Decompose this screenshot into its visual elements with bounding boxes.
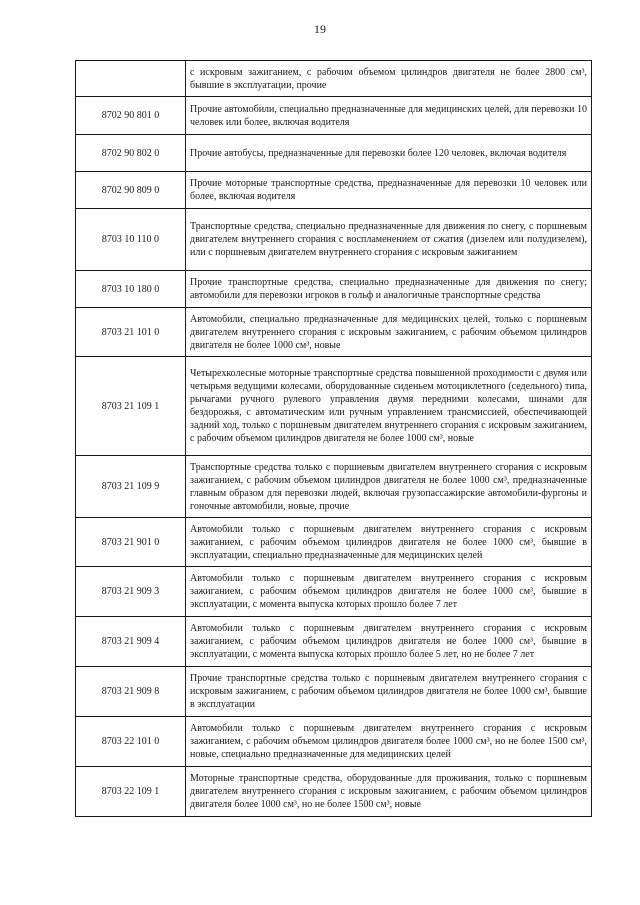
code-cell: 8703 10 110 0 <box>76 209 186 271</box>
table-row <box>76 172 592 209</box>
code-cell: 8703 21 909 4 <box>76 617 186 667</box>
description-cell: Моторные транспортные средства, оборудованные для проживания, только с поршневым двигателем внутреннего сгорания с искровым зажиганием, с рабочим объемом цилиндров двигателя более 1000 см³, но не более 1500 см³, новые <box>186 767 592 817</box>
table-row <box>76 61 592 97</box>
description-cell: Автомобили только с поршневым двигателем внутреннего сгорания с искровым зажиганием, с рабочим объемом цилиндров двигателя не более 1000 см³, бывшие в эксплуатации, с момента выпуска которых прошло более 5 лет, но не более 7 лет <box>186 617 592 667</box>
page-number: 19 <box>314 22 326 36</box>
table-row <box>76 97 592 135</box>
description-cell: Прочие транспортные средства, специально предназначенные для движения по снегу; автомобили для перевозки игроков в гольф и аналогичные транспортные средства <box>186 271 592 308</box>
table-row <box>76 667 592 717</box>
code-cell: 8702 90 801 0 <box>76 97 186 135</box>
table-row <box>76 308 592 357</box>
description-cell: Прочие транспортные средства только с поршневым двигателем внутреннего сгорания с искровым зажиганием, с рабочим объемом цилиндров двигателя не более 1000 см³, бывшие в эксплуатации <box>186 667 592 717</box>
code-cell: 8703 22 101 0 <box>76 717 186 767</box>
table-row <box>76 357 592 456</box>
code-cell <box>76 61 186 97</box>
description-cell: Прочие автобусы, предназначенные для перевозки более 120 человек, включая водителя <box>186 135 592 172</box>
description-cell: Автомобили только с поршневым двигателем внутреннего сгорания с искровым зажиганием, с рабочим объемом цилиндров двигателя более 1000 см³, но не более 1500 см³, новые, специально предназначенные для медицинских целей <box>186 717 592 767</box>
tariff-code-table <box>75 60 592 817</box>
code-cell: 8703 21 109 1 <box>76 357 186 456</box>
description-cell: Прочие моторные транспортные средства, предназначенные для перевозки 10 человек или более, включая водителя <box>186 172 592 209</box>
code-cell: 8703 21 901 0 <box>76 518 186 567</box>
code-cell: 8703 22 109 1 <box>76 767 186 817</box>
table-row <box>76 617 592 667</box>
table-row <box>76 271 592 308</box>
description-cell: Транспортные средства, специально предназначенные для движения по снегу, с поршневым двигателем внутреннего сгорания с воспламенением от сжатия (дизелем или полудизелем), или с поршневым двигателем внутреннего сгорания с искровым зажиганием <box>186 209 592 271</box>
code-cell: 8702 90 802 0 <box>76 135 186 172</box>
code-cell: 8702 90 809 0 <box>76 172 186 209</box>
code-cell: 8703 21 101 0 <box>76 308 186 357</box>
table-row <box>76 717 592 767</box>
code-cell: 8703 21 109 9 <box>76 456 186 518</box>
code-cell: 8703 10 180 0 <box>76 271 186 308</box>
table-row <box>76 567 592 617</box>
code-cell: 8703 21 909 3 <box>76 567 186 617</box>
description-cell: Четырехколесные моторные транспортные средства повышенной проходимости с двумя или четырьмя ведущими колесами, оборудованные сиденьем мотоциклетного (седельного) типа, рычагами ручного рулевого управления двумя передними колесами, шинами для бездорожья, с автоматическим или ручным управлением трансмиссией, обеспечивающей задний ход, только с поршневым двигателем внутреннего сгорания с искровым зажиганием, с рабочим объемом цилиндров двигателя не более 1000 см³, новые <box>186 357 592 456</box>
table-row <box>76 767 592 817</box>
description-cell: Транспортные средства только с поршневым двигателем внутреннего сгорания с искровым зажиганием, с рабочим объемом цилиндров двигателя не более 1000 см³, предназначенные главным образом для перевозки людей, включая грузопассажирские автомобили-фургоны и гоночные автомобили, новые, прочие <box>186 456 592 518</box>
table-row <box>76 135 592 172</box>
description-cell: Автомобили только с поршневым двигателем внутреннего сгорания с искровым зажиганием, с рабочим объемом цилиндров двигателя не более 1000 см³, бывшие в эксплуатации, с момента выпуска которых прошло более 7 лет <box>186 567 592 617</box>
description-cell: Автомобили, специально предназначенные для медицинских целей, только с поршневым двигателем внутреннего сгорания с искровым зажиганием, с рабочим объемом цилиндров двигателя не более 1000 см³, новые <box>186 308 592 357</box>
code-cell: 8703 21 909 8 <box>76 667 186 717</box>
description-cell: Автомобили только с поршневым двигателем внутреннего сгорания с искровым зажиганием, с рабочим объемом цилиндров двигателя не более 1000 см³, бывшие в эксплуатации, специально предназначенные для медицинских целей <box>186 518 592 567</box>
table-row <box>76 518 592 567</box>
table-row <box>76 209 592 271</box>
description-cell: Прочие автомобили, специально предназначенные для медицинских целей, для перевозки 10 человек или более, включая водителя <box>186 97 592 135</box>
table-row <box>76 456 592 518</box>
description-cell: с искровым зажиганием, с рабочим объемом цилиндров двигателя не более 2800 см³, бывшие в эксплуатации, прочие <box>186 61 592 97</box>
